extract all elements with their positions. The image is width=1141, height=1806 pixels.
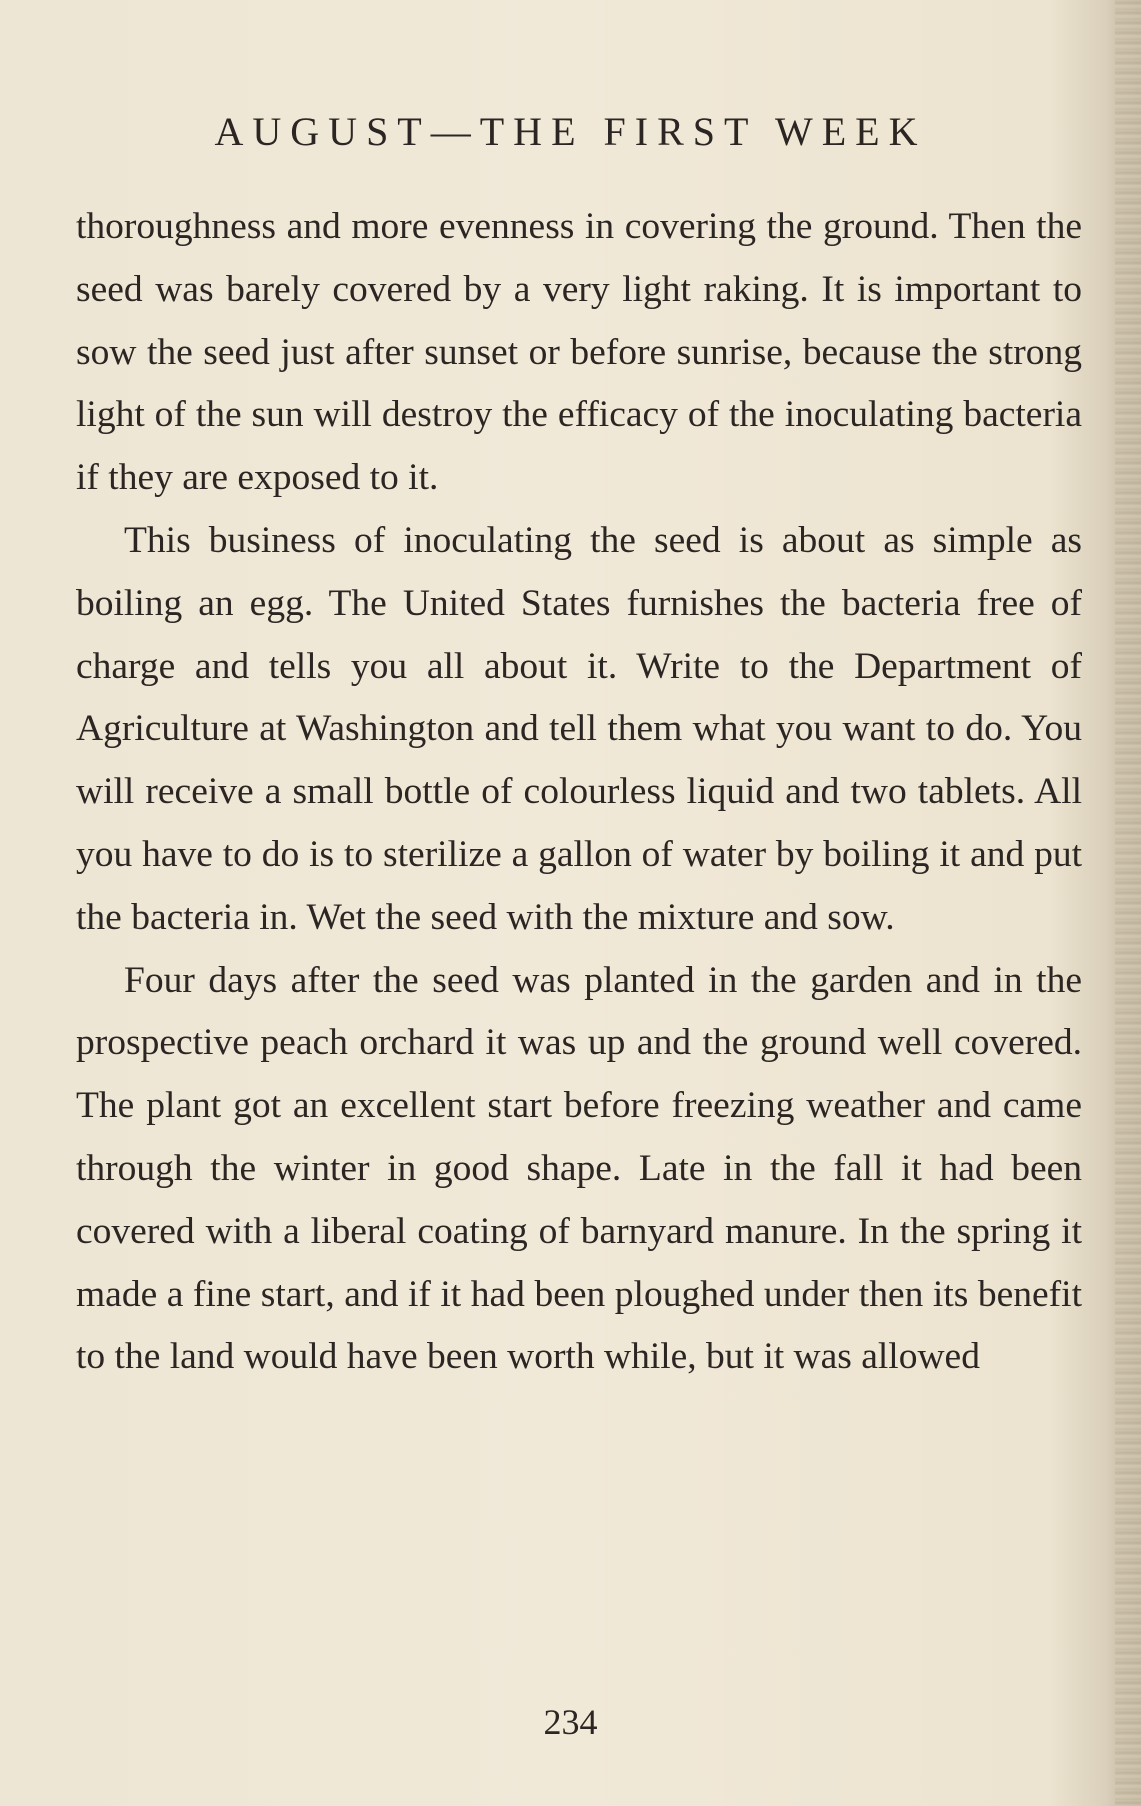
running-header: AUGUST—THE FIRST WEEK	[214, 109, 927, 154]
paragraph-continued: thoroughness and more evenness in covering the ground. Then the seed was barely covered by a very light raking. It is important to sow the seed just after sunset or before sunrise, because the strong light of the sun will destroy the efficacy of the inoculating bacteria if they are exposed to it.	[76, 206, 1082, 499]
paragraph-inoculation: This business of inoculating the seed is about as simple as boiling an egg. The United States furnishes the bacteria free of charge and tells you all about it. Write to the Department of Agriculture at Washington and tell them what you want to do. You will receive a small bottle of colourless liquid and two tablets. All you have to do is to sterilize a gallon of water by boiling it and put the bacteria in. Wet the seed with the mixture and sow.	[76, 519, 1082, 938]
paragraph-four-days: Four days after the seed was planted in the garden and in the prospective peach orchard it was up and the ground well covered. The plant got an excellent start before freezing weather and came through the winter in good shape. Late in the fall it had been covered with a liberal coating of barnyard manure. In the spring it made a fine start, and if it had been ploughed under then its benefit to the land would have been worth while, but it was allowed	[76, 959, 1082, 1378]
page-number: 234	[543, 1702, 598, 1742]
body-text	[76, 196, 1082, 1389]
page-edge	[1115, 0, 1141, 1806]
